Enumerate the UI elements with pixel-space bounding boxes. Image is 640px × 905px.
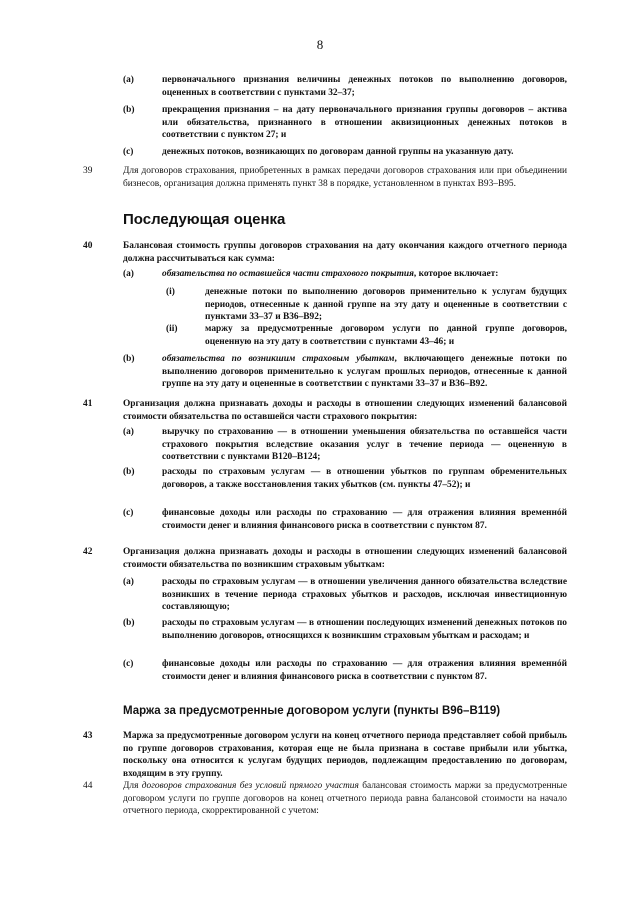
item-label: (c) — [123, 659, 134, 669]
paragraph-number: 42 — [83, 547, 93, 557]
list-item: выручку по страхованию — в отношении уменьшения обязательства по оставшейся части страхового покрытия вследствие оказания услуг в течение периода — оцененную в соответствии с пунктами B120–B124; — [162, 427, 567, 462]
paragraph-41: Организация должна признавать доходы и расходы в отношении следующих изменений балансовой стоимости обязательства по оставшейся части страхового покрытия: — [123, 399, 567, 422]
item-label: (c) — [123, 508, 134, 518]
paragraph-43: Маржа за предусмотренные договором услуги на конец отчетного периода представляет собой прибыль по группе договоров страхования, которая еще не была признана в составе прибыли или убытка, поскольку она относится к услугам будущих периодов, подлежащим предоставлению по договорам, входящим в эту группу. — [123, 731, 567, 779]
list-item: денежных потоков, возникающих по договорам данной группы на указанную дату. — [162, 147, 514, 157]
list-item — [162, 353, 567, 391]
list-item: первоначального признания величины денежных потоков по выполнению договоров, оцененных в соответствии с пунктами 32–37; — [162, 75, 567, 98]
list-item: денежные потоки по выполнению договоров применительно к услугам будущих периодов, отнесенные к данной группе на эту дату и оцененные в соответствии с пунктами 33–37 и B36–B92; — [205, 287, 567, 322]
paragraph-number: 40 — [83, 241, 93, 251]
list-item — [162, 268, 567, 281]
paragraph-42: Организация должна признавать доходы и расходы в отношении следующих изменений балансовой стоимости обязательства по возникшим страховым убыткам: — [123, 547, 567, 570]
paragraph-number: 41 — [83, 399, 93, 409]
defined-term: обязательства по оставшейся части страхового покрытия — [162, 269, 414, 279]
paragraph-44 — [123, 780, 567, 818]
item-text: , включающего денежные потоки по выполнению договоров применительно к услугам прошлых периодов, отнесенные к данной группе на эту дату и оцененные в соответствии с пунктами 33–37 и B36–B92. — [162, 354, 567, 389]
page-number: 8 — [316, 37, 324, 52]
item-label: (b) — [123, 354, 135, 364]
item-label: (a) — [123, 577, 134, 587]
section-heading: Последующая оценка — [123, 211, 286, 228]
item-label: (a) — [123, 427, 134, 437]
item-label: (ii) — [166, 324, 178, 334]
text-fragment: балансовая стоимость маржи за предусмотренные договором услуги по группе договоров на конец отчетного периода равна балансовой стоимости на начало отчетного периода, скорректированной с учетом: — [123, 781, 567, 816]
paragraph-number: 43 — [83, 731, 93, 741]
list-item: финансовые доходы или расходы по страхованию — для отражения влияния временнóй стоимости денег и влияния финансового риска в соответствии с пунктом 87. — [162, 659, 567, 682]
item-label: (a) — [123, 75, 134, 85]
paragraph-40: Балансовая стоимость группы договоров страхования на дату окончания каждого отчетного периода должна рассчитываться как сумма: — [123, 241, 567, 264]
item-label: (b) — [123, 618, 135, 628]
list-item: расходы по страховым услугам — в отношении последующих изменений денежных потоков по выполнению договоров, относящихся к возникшим страховым убыткам и расходам; и — [162, 618, 567, 641]
item-label: (b) — [123, 105, 135, 115]
item-label: (i) — [166, 287, 175, 297]
item-label: (c) — [123, 147, 134, 157]
defined-term: обязательства по возникшим страховым убыткам — [162, 354, 395, 364]
list-item: финансовые доходы или расходы по страхованию — для отражения влияния временнóй стоимости денег и влияния финансового риска в соответствии с пунктом 87. — [162, 508, 567, 531]
list-item: прекращения признания – на дату первоначального признания группы договоров – актива или обязательства, признанного в отношении аквизиционных денежных потоков в соответствии с пунктом 27; и — [162, 105, 567, 140]
list-item: расходы по страховым услугам — в отношении увеличения данного обязательства вследствие возникших в течение периода страховых убытков и расходов, исключая инвестиционную составляющую; — [162, 577, 567, 612]
list-item: маржу за предусмотренные договором услуги по данной группе договоров, оцененную на эту дату в соответствии с пунктами 43–46; и — [205, 324, 567, 347]
list-item: расходы по страховым услугам — в отношении убытков по группам обременительных договоров, а также восстановления таких убытков (см. пункты 47–52); и — [162, 467, 567, 490]
paragraph-number: 44 — [83, 781, 93, 791]
item-label: (b) — [123, 467, 135, 477]
text-fragment: Для — [123, 781, 142, 791]
section-heading: Маржа за предусмотренные договором услуги (пункты B96–B119) — [123, 705, 501, 717]
item-label: (a) — [123, 269, 134, 279]
paragraph-number: 39 — [83, 166, 93, 176]
item-text: , которое включает: — [413, 269, 499, 279]
defined-term: договоров страхования без условий прямого участия — [141, 781, 359, 791]
paragraph-39: Для договоров страхования, приобретенных в рамках передачи договоров страхования или при объединении бизнесов, организация должна применять пункт 38 в порядке, установленном в пунктах B93–B95. — [123, 166, 567, 189]
